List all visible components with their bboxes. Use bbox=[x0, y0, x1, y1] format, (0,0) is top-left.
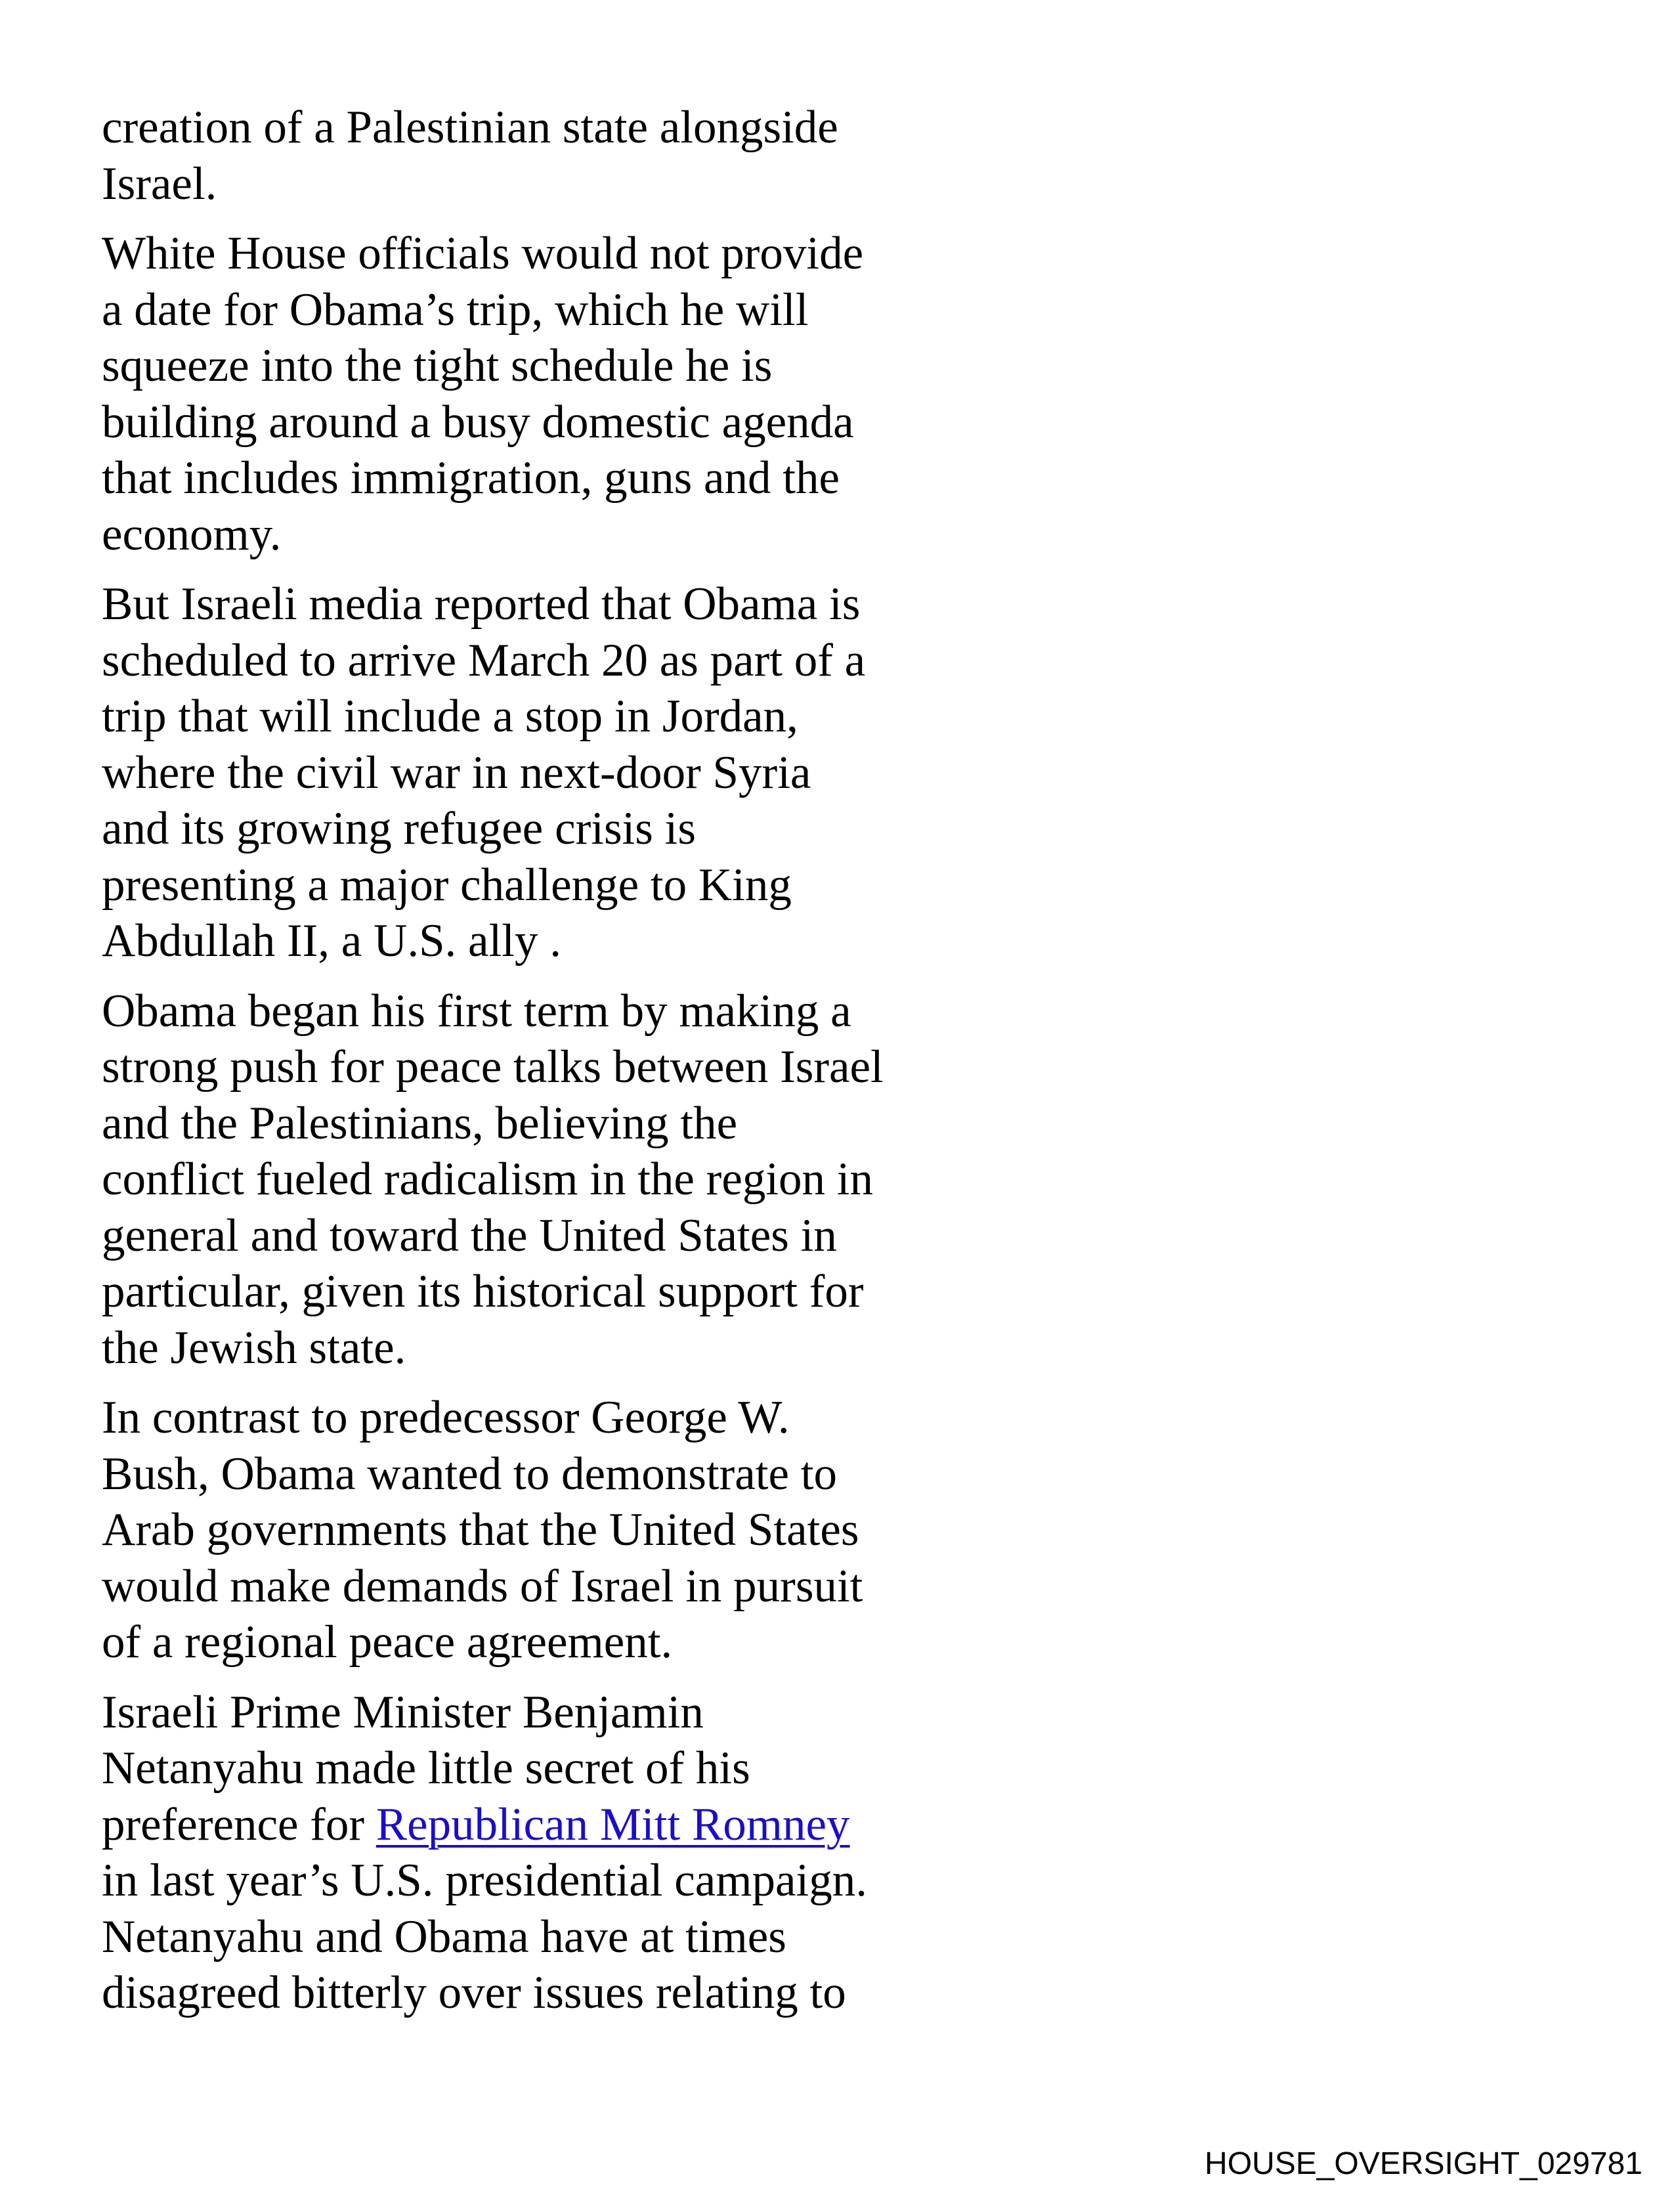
text-line: squeeze into the tight schedule he is bbox=[102, 340, 773, 391]
text-line: economy. bbox=[102, 508, 282, 560]
text-line: Obama began his first term by making a bbox=[102, 985, 851, 1037]
text-line: Israeli Prime Minister Benjamin bbox=[102, 1686, 704, 1738]
text-line: Abdullah II, a U.S. ally . bbox=[102, 915, 562, 966]
text-line: the Jewish state. bbox=[102, 1322, 406, 1374]
link-prefix-text: preference for bbox=[102, 1798, 376, 1850]
text-line: Netanyahu made little secret of his bbox=[102, 1743, 750, 1794]
text-line: presenting a major challenge to King bbox=[102, 859, 792, 911]
text-line: creation of a Palestinian state alongside bbox=[102, 102, 838, 153]
text-line: conflict fueled radicalism in the region in bbox=[102, 1154, 874, 1205]
text-line: and the Palestinians, believing the bbox=[102, 1097, 738, 1149]
article-body bbox=[102, 100, 949, 2035]
paragraph-1 bbox=[102, 100, 949, 212]
text-line: where the civil war in next-door Syria bbox=[102, 747, 811, 798]
paragraph-4 bbox=[102, 984, 949, 1377]
text-line: strong push for peace talks between Israel bbox=[102, 1041, 884, 1093]
paragraph-3 bbox=[102, 576, 949, 970]
text-line: particular, given its historical support for bbox=[102, 1266, 864, 1317]
text-line: Netanyahu and Obama have at times bbox=[102, 1911, 786, 1963]
text-line: would make demands of Israel in pursuit bbox=[102, 1560, 863, 1612]
text-line: and its growing refugee crisis is bbox=[102, 803, 697, 854]
text-line: In contrast to predecessor George W. bbox=[102, 1392, 790, 1443]
text-line: Arab governments that the United States bbox=[102, 1504, 859, 1555]
text-line-with-link bbox=[102, 1797, 949, 1854]
text-line: general and toward the United States in bbox=[102, 1209, 837, 1261]
paragraph-2 bbox=[102, 226, 949, 563]
text-line: in last year’s U.S. presidential campaign. bbox=[102, 1855, 867, 1906]
text-line: Bush, Obama wanted to demonstrate to bbox=[102, 1448, 837, 1500]
text-line: a date for Obama’s trip, which he will bbox=[102, 284, 809, 336]
romney-link[interactable]: Republican Mitt Romney bbox=[376, 1798, 850, 1850]
text-line: Israel. bbox=[102, 158, 217, 209]
text-line: trip that will include a stop in Jordan, bbox=[102, 691, 798, 742]
text-line: White House officials would not provide bbox=[102, 228, 864, 279]
text-line: that includes immigration, guns and the bbox=[102, 452, 840, 504]
bates-number: HOUSE_OVERSIGHT_029781 bbox=[1205, 2146, 1642, 2181]
text-line: disagreed bitterly over issues relating to bbox=[102, 1967, 846, 2018]
paragraph-6 bbox=[102, 1685, 949, 2022]
text-line: But Israeli media reported that Obama is bbox=[102, 578, 861, 630]
text-line: scheduled to arrive March 20 as part of a bbox=[102, 634, 866, 686]
paragraph-5 bbox=[102, 1390, 949, 1671]
text-line: building around a busy domestic agenda bbox=[102, 396, 854, 448]
text-line: of a regional peace agreement. bbox=[102, 1616, 673, 1668]
